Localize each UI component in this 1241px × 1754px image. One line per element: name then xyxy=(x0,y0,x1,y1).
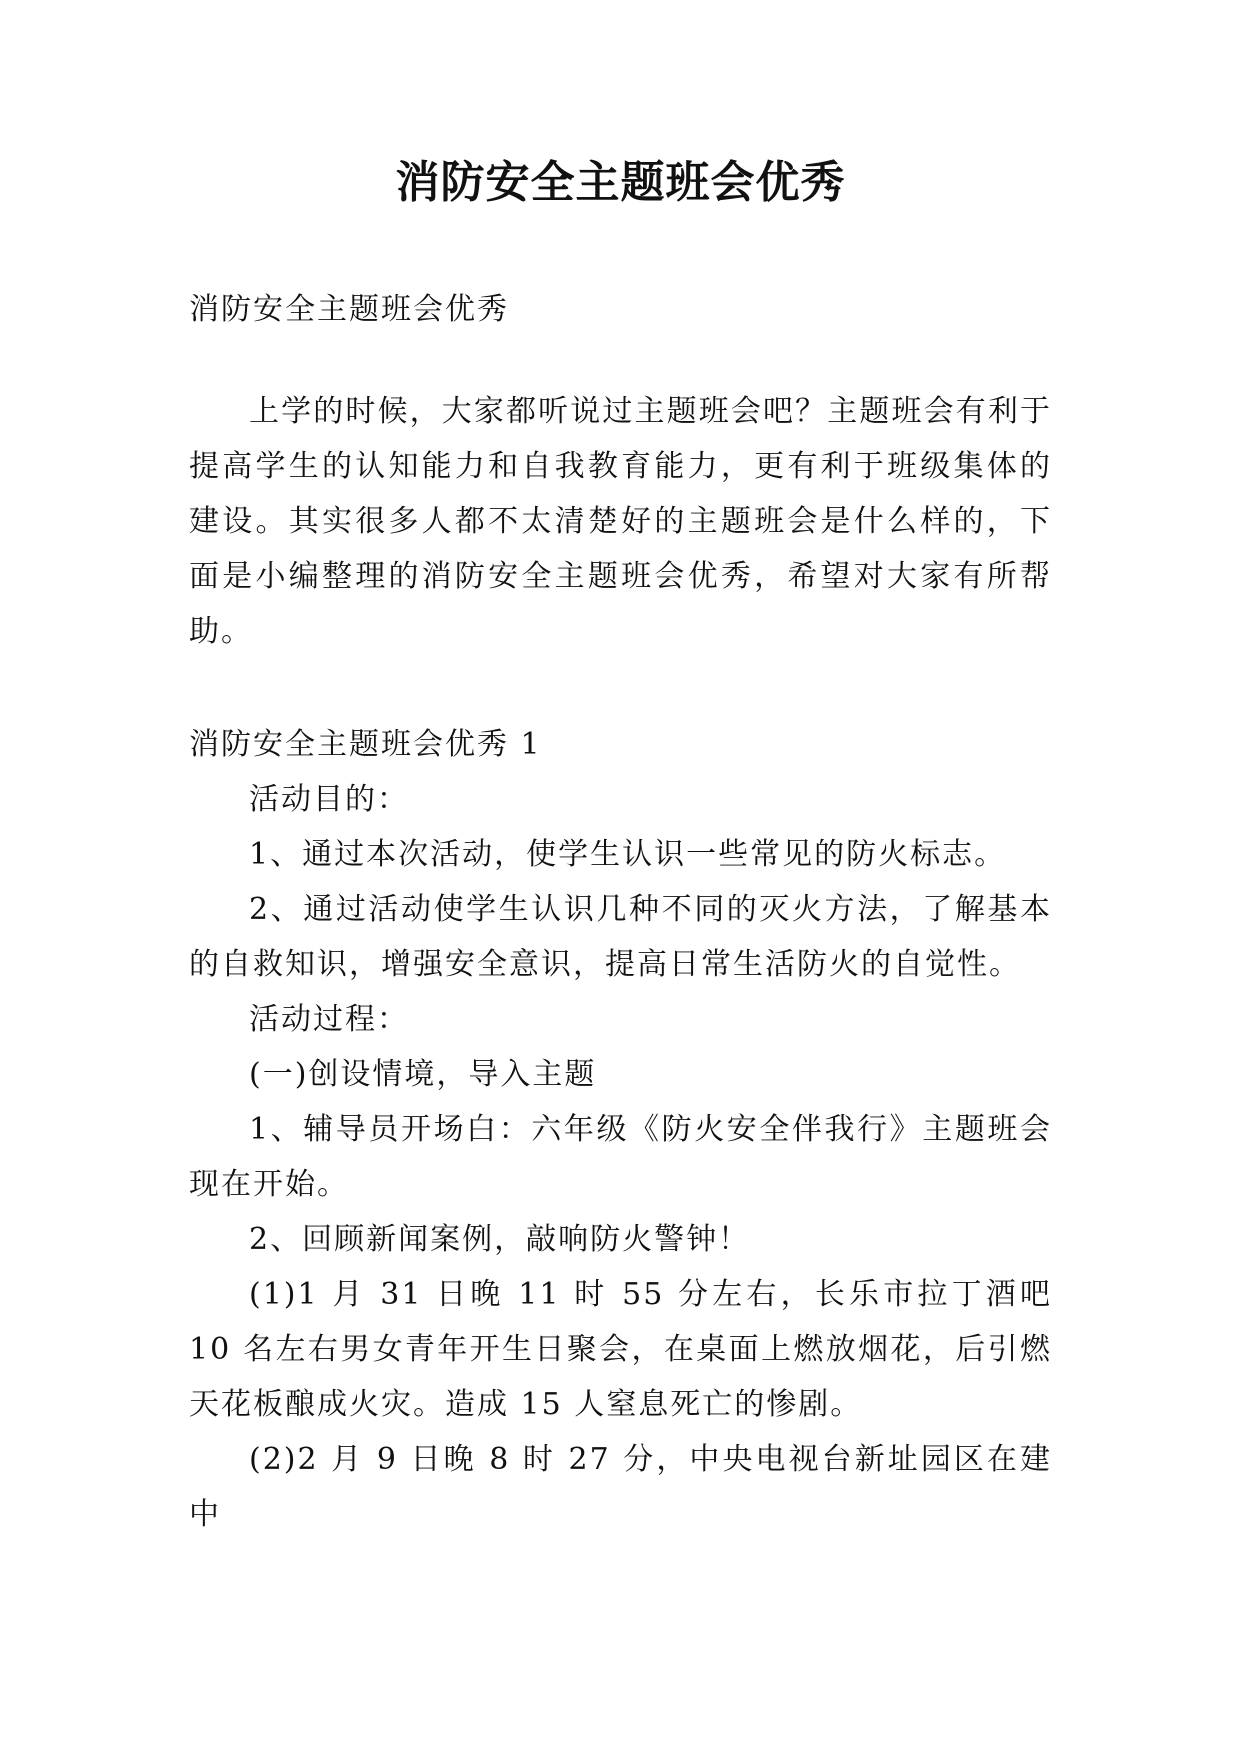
intro-paragraph: 上学的时候，大家都听说过主题班会吧？主题班会有利于提高学生的认知能力和自我教育能力，更有利于班级集体的建设。其实很多人都不太清楚好的主题班会是什么样的，下面是小编整理的消防安全主题班会优秀，希望对大家有所帮助。 xyxy=(189,394,1052,649)
paragraph: (1)1 月 31 日晚 11 时 55 分左右，长乐市拉丁酒吧 10 名左右男女青年开生日聚会，在桌面上燃放烟花，后引燃天花板酿成火灾。造成 15 人窒息死亡的惨剧。 xyxy=(189,1277,1052,1422)
subtitle: 消防安全主题班会优秀 xyxy=(189,292,509,327)
document-body xyxy=(189,282,1052,1542)
spacer xyxy=(189,337,1052,384)
paragraph: 2、通过活动使学生认识几种不同的灭火方法，了解基本的自救知识，增强安全意识，提高日常生活防火的自觉性。 xyxy=(189,892,1052,982)
paragraph: 1、辅导员开场白：六年级《防火安全伴我行》主题班会现在开始。 xyxy=(189,1112,1052,1202)
spacer xyxy=(189,659,1052,717)
paragraph: (一)创设情境，导入主题 xyxy=(249,1057,597,1092)
paragraph: (2)2 月 9 日晚 8 时 27 分，中央电视台新址园区在建中 xyxy=(189,1442,1052,1532)
paragraph: 活动目的： xyxy=(249,782,409,817)
section-heading: 消防安全主题班会优秀 1 xyxy=(189,727,542,762)
paragraph: 2、回顾新闻案例，敲响防火警钟！ xyxy=(249,1222,751,1257)
paragraph: 1、通过本次活动，使学生认识一些常见的防火标志。 xyxy=(249,837,1007,872)
page-title: 消防安全主题班会优秀 xyxy=(395,157,846,208)
paragraph: 活动过程： xyxy=(249,1002,409,1037)
